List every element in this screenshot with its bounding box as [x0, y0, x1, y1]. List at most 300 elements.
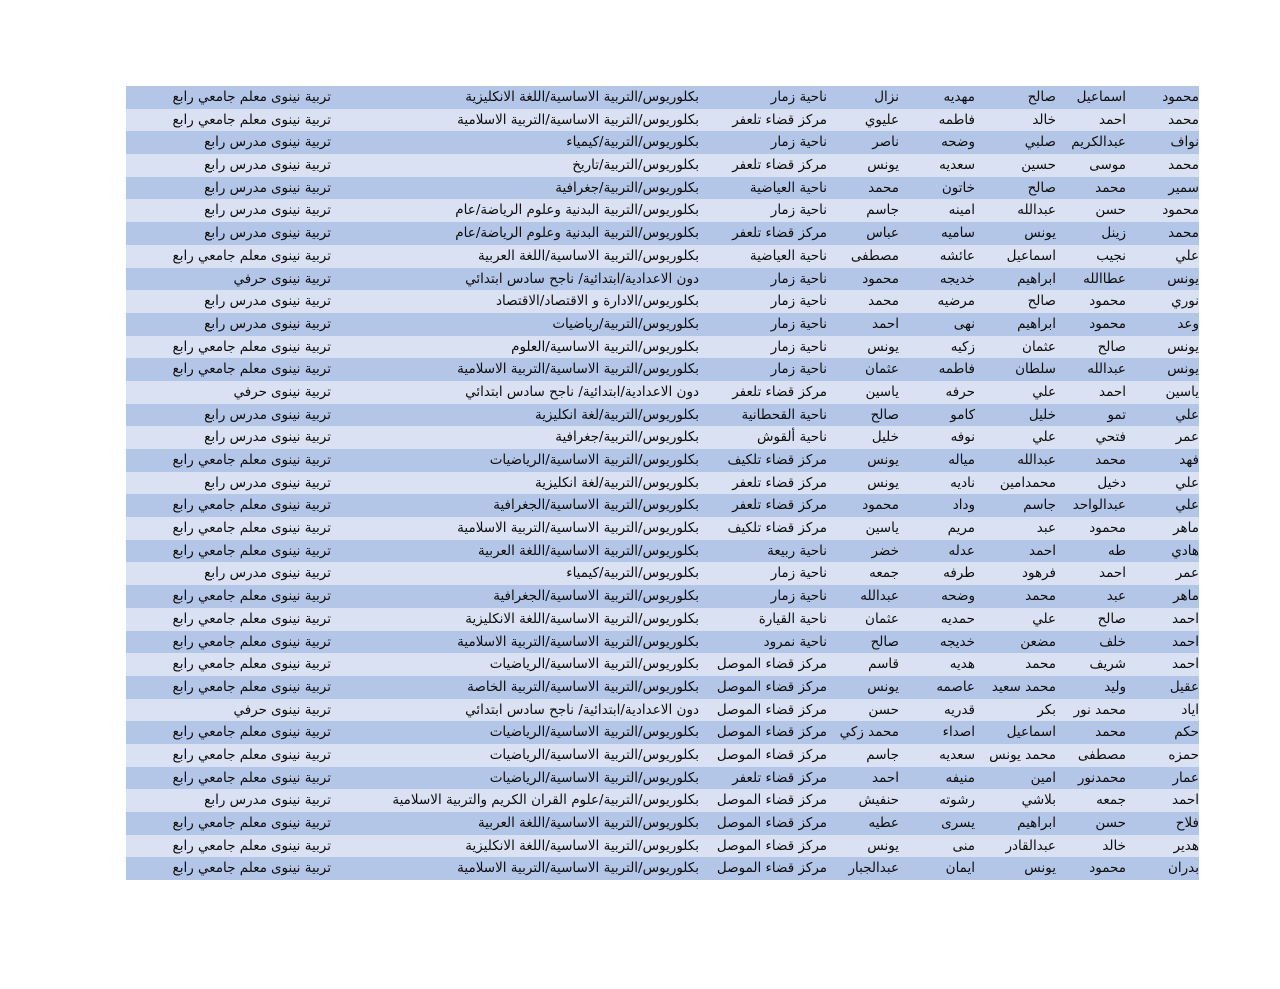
cell-grandfather-name: مضعن	[1020, 633, 1056, 650]
cell-mother-name: هديه	[949, 656, 975, 673]
cell-district: ناحية زمار	[770, 293, 827, 310]
table-row	[126, 336, 1199, 359]
table-row	[126, 562, 1199, 585]
cell-first-name: يونس	[1167, 270, 1199, 287]
cell-grandfather-name: بكر	[1037, 701, 1056, 718]
cell-qualification: بكلوريوس/التربية الاساسية/الجغرافية	[493, 497, 699, 514]
cell-grandfather-name: علي	[1032, 383, 1056, 400]
cell-qualification: بكلوريوس/التربية الاساسية/الرياضيات	[489, 724, 699, 741]
cell-directorate: تربية نينوى	[270, 157, 331, 174]
cell-mother-name: وداد	[952, 497, 975, 514]
cell-directorate: تربية نينوى	[270, 361, 331, 378]
cell-mother-name: ايمان	[945, 860, 975, 877]
cell-directorate: تربية نينوى	[270, 678, 331, 695]
cell-father-name: احمد	[1099, 383, 1126, 400]
cell-directorate: تربية نينوى	[270, 452, 331, 468]
cell-mother-father-name: يونس	[867, 837, 899, 854]
cell-grandfather-name: علي	[1032, 610, 1056, 627]
cell-job-title: معلم جامعي رابع	[172, 111, 267, 128]
cell-first-name: فهد	[1179, 452, 1199, 468]
table-row	[126, 177, 1199, 200]
cell-district: مركز قضاء تلكيف	[727, 520, 827, 537]
cell-qualification: دون الاعدادية/ابتدائية/ ناجح سادس ابتدائي	[465, 383, 699, 400]
cell-first-name: احمد	[1172, 656, 1199, 673]
cell-district: ناحية القيارة	[758, 610, 827, 627]
cell-mother-name: منى	[952, 837, 975, 854]
table-row	[126, 676, 1199, 699]
cell-directorate: تربية نينوى	[270, 860, 331, 877]
cell-qualification: بكلوريوس/التربية الاساسية/اللغة العربية	[478, 542, 699, 559]
cell-qualification: بكلوريوس/التربية/لغة انكليزية	[534, 406, 699, 423]
cell-district: مركز قضاء الموصل	[716, 701, 827, 718]
cell-qualification: بكلوريوس/التربية/رياضيات	[552, 315, 699, 332]
cell-directorate: تربية نينوى	[270, 542, 331, 559]
cell-job-title: مدرس رابع	[204, 406, 267, 423]
cell-qualification: بكلوريوس/التربية الاساسية/اللغة الانكليزية	[465, 89, 699, 105]
table-row	[126, 268, 1199, 291]
cell-first-name: سمير	[1168, 179, 1199, 196]
cell-father-name: وليد	[1104, 678, 1126, 695]
cell-mother-father-name: محمد	[868, 179, 899, 196]
cell-grandfather-name: محمد	[1025, 656, 1056, 673]
cell-grandfather-name: سلطان	[1015, 361, 1056, 378]
cell-mother-father-name: صالح	[870, 633, 899, 650]
table-row	[126, 585, 1199, 608]
cell-job-title: مدرس رابع	[204, 179, 267, 196]
cell-first-name: حمزه	[1168, 746, 1199, 763]
cell-mother-name: نوفه	[950, 429, 975, 446]
cell-directorate: تربية نينوى	[270, 134, 331, 151]
cell-first-name: يونس	[1167, 361, 1199, 378]
cell-qualification: بكلوريوس/التربية الاساسية/التربية الاسلامية	[457, 111, 699, 128]
cell-father-name: محمود	[1089, 293, 1126, 310]
cell-qualification: بكلوريوس/التربية البدنية وعلوم الرياضة/عام	[455, 202, 699, 219]
cell-mother-name: سعديه	[939, 157, 975, 174]
cell-first-name: محمد	[1168, 225, 1199, 242]
cell-qualification: بكلوريوس/التربية الاساسية/الرياضيات	[489, 769, 699, 786]
cell-directorate: تربية نينوى	[270, 837, 331, 854]
cell-first-name: محمود	[1162, 89, 1199, 105]
table-row	[126, 245, 1199, 268]
cell-mother-name: فاطمه	[938, 361, 975, 378]
cell-mother-father-name: محمد زكي	[839, 724, 899, 741]
table-row	[126, 313, 1199, 336]
cell-grandfather-name: يونس	[1024, 860, 1056, 877]
table-row	[126, 744, 1199, 767]
cell-job-title: معلم جامعي رابع	[172, 837, 267, 854]
cell-qualification: بكلوريوس/التربية/جغرافية	[555, 429, 699, 446]
cell-mother-father-name: يونس	[867, 157, 899, 174]
cell-mother-father-name: نزال	[874, 89, 899, 105]
cell-father-name: عبدالواحد	[1072, 497, 1126, 514]
cell-qualification: بكلوريوس/التربية/تاريخ	[572, 157, 699, 174]
cell-job-title: معلم جامعي رابع	[172, 724, 267, 741]
cell-district: مركز قضاء الموصل	[716, 678, 827, 695]
cell-qualification: بكلوريوس/التربية الاساسية/اللغة الانكليزية	[465, 610, 699, 627]
cell-father-name: خلف	[1099, 633, 1126, 650]
cell-father-name: نجيب	[1096, 247, 1126, 264]
cell-father-name: محمود	[1089, 520, 1126, 537]
cell-district: مركز قضاء الموصل	[716, 746, 827, 763]
cell-qualification: بكلوريوس/التربية الاساسية/التربية الخاصة	[467, 678, 699, 695]
cell-mother-name: فاطمه	[938, 111, 975, 128]
cell-father-name: محمد	[1095, 724, 1126, 741]
cell-father-name: محمد	[1095, 179, 1126, 196]
cell-job-title: معلم جامعي رابع	[172, 361, 267, 378]
cell-directorate: تربية نينوى	[270, 89, 331, 105]
cell-job-title: مدرس رابع	[204, 134, 267, 151]
cell-directorate: تربية نينوى	[270, 769, 331, 786]
cell-mother-father-name: عثمان	[865, 361, 899, 378]
cell-directorate: تربية نينوى	[270, 315, 331, 332]
cell-qualification: بكلوريوس/التربية/علوم القران الكريم والتربية الاسلامية	[392, 792, 699, 809]
table-row	[126, 472, 1199, 495]
cell-qualification: بكلوريوس/التربية/كيمياء	[566, 565, 699, 582]
table-row	[126, 154, 1199, 177]
cell-directorate: تربية نينوى	[270, 406, 331, 423]
cell-mother-father-name: عبدالجبار	[848, 860, 899, 877]
cell-grandfather-name: صلبي	[1024, 134, 1056, 151]
cell-qualification: بكلوريوس/التربية الاساسية/التربية الاسلامية	[457, 860, 699, 877]
cell-mother-name: طرفه	[943, 565, 975, 582]
cell-qualification: بكلوريوس/التربية الاساسية/اللغة العربية	[478, 247, 699, 264]
cell-job-title: مدرس رابع	[204, 565, 267, 582]
cell-qualification: بكلوريوس/التربية/جغرافية	[555, 179, 699, 196]
cell-first-name: نوري	[1171, 293, 1199, 310]
cell-district: مركز قضاء الموصل	[716, 815, 827, 831]
cell-job-title: معلم جامعي رابع	[172, 769, 267, 786]
cell-mother-name: حمديه	[940, 610, 975, 627]
cell-father-name: خالد	[1102, 837, 1126, 854]
cell-mother-name: سعديه	[939, 746, 975, 763]
cell-district: مركز قضاء تلعفر	[732, 157, 827, 174]
cell-directorate: تربية نينوى	[270, 429, 331, 446]
cell-directorate: تربية نينوى	[270, 270, 331, 287]
table-row	[126, 699, 1199, 722]
cell-mother-name: خديجه	[939, 633, 975, 650]
cell-directorate: تربية نينوى	[270, 656, 331, 673]
cell-directorate: تربية نينوى	[270, 225, 331, 242]
cell-qualification: بكلوريوس/التربية البدنية وعلوم الرياضة/عام	[455, 225, 699, 242]
cell-mother-father-name: احمد	[872, 769, 899, 786]
cell-district: ناحية العياضية	[749, 247, 827, 264]
cell-grandfather-name: جاسم	[1023, 497, 1056, 514]
cell-first-name: علي	[1175, 497, 1199, 514]
cell-job-title: مدرس رابع	[204, 474, 267, 491]
cell-grandfather-name: عبدالله	[1017, 202, 1056, 219]
cell-district: ناحية ألقوش	[757, 429, 827, 446]
cell-grandfather-name: خليل	[1028, 406, 1056, 423]
cell-district: مركز قضاء الموصل	[716, 860, 827, 877]
cell-first-name: احمد	[1172, 792, 1199, 809]
cell-grandfather-name: صالح	[1027, 179, 1056, 196]
cell-father-name: شريف	[1089, 656, 1126, 673]
cell-first-name: علي	[1175, 247, 1199, 264]
cell-district: مركز قضاء الموصل	[716, 837, 827, 854]
cell-qualification: بكلوريوس/التربية الاساسية/الجغرافية	[493, 588, 699, 605]
table-row	[126, 222, 1199, 245]
cell-first-name: احمد	[1172, 633, 1199, 650]
cell-father-name: جمعه	[1096, 792, 1126, 809]
cell-father-name: اسماعيل	[1076, 89, 1126, 105]
cell-mother-name: قدريه	[943, 701, 975, 718]
cell-father-name: محمد	[1095, 452, 1126, 468]
cell-mother-name: نهى	[953, 315, 975, 332]
cell-qualification: دون الاعدادية/ابتدائية/ ناجح سادس ابتدائي	[465, 270, 699, 287]
cell-father-name: زينل	[1101, 225, 1126, 242]
cell-job-title: مدرس رابع	[204, 157, 267, 174]
cell-district: مركز قضاء الموصل	[716, 724, 827, 741]
cell-district: مركز قضاء الموصل	[716, 792, 827, 809]
cell-qualification: بكلوريوس/التربية/كيمياء	[566, 134, 699, 151]
cell-first-name: فلاح	[1175, 815, 1199, 831]
cell-directorate: تربية نينوى	[270, 179, 331, 196]
cell-first-name: هدير	[1173, 837, 1199, 854]
cell-first-name: بدران	[1167, 860, 1199, 877]
cell-job-title: مدرس رابع	[204, 202, 267, 219]
cell-district: ناحية نمرود	[763, 633, 827, 650]
cell-job-title: مدرس رابع	[204, 429, 267, 446]
cell-mother-name: ساميه	[941, 225, 975, 242]
cell-directorate: تربية نينوى	[270, 701, 331, 718]
cell-mother-father-name: خضر	[871, 542, 899, 559]
cell-grandfather-name: عبدالقادر	[1005, 837, 1056, 854]
cell-job-title: مدرس رابع	[204, 792, 267, 809]
cell-qualification: بكلوريوس/التربية الاساسية/الرياضيات	[489, 746, 699, 763]
cell-district: مركز قضاء تلعفر	[732, 111, 827, 128]
cell-directorate: تربية نينوى	[270, 497, 331, 514]
cell-directorate: تربية نينوى	[270, 588, 331, 605]
cell-district: ناحية العياضية	[749, 179, 827, 196]
cell-grandfather-name: محمد سعيد	[991, 678, 1056, 695]
cell-job-title: حرفي	[233, 270, 267, 287]
cell-first-name: علي	[1175, 474, 1199, 491]
cell-father-name: مصطفى	[1077, 746, 1126, 763]
cell-mother-name: زكيه	[950, 338, 975, 355]
cell-district: ناحية زمار	[770, 565, 827, 582]
cell-first-name: عقيل	[1169, 678, 1199, 695]
table-row	[126, 721, 1199, 744]
cell-grandfather-name: امين	[1030, 769, 1056, 786]
cell-directorate: تربية نينوى	[270, 338, 331, 355]
cell-directorate: تربية نينوى	[270, 247, 331, 264]
cell-father-name: احمد	[1099, 111, 1126, 128]
cell-mother-name: كامو	[950, 406, 975, 423]
cell-first-name: ماهر	[1173, 588, 1199, 605]
cell-directorate: تربية نينوى	[270, 293, 331, 310]
table-row	[126, 290, 1199, 313]
cell-job-title: معلم جامعي رابع	[172, 610, 267, 627]
table-row	[126, 494, 1199, 517]
cell-mother-name: ناديه	[950, 474, 975, 491]
table-row	[126, 86, 1199, 109]
cell-mother-father-name: يونس	[867, 452, 899, 468]
cell-qualification: بكلوريوس/التربية الاساسية/التربية الاسلامية	[457, 361, 699, 378]
table-row	[126, 540, 1199, 563]
cell-mother-father-name: يونس	[867, 678, 899, 695]
cell-directorate: تربية نينوى	[270, 202, 331, 219]
cell-directorate: تربية نينوى	[270, 610, 331, 627]
cell-job-title: معلم جامعي رابع	[172, 338, 267, 355]
cell-directorate: تربية نينوى	[270, 383, 331, 400]
cell-mother-father-name: صالح	[870, 406, 899, 423]
cell-job-title: حرفي	[233, 701, 267, 718]
table-row	[126, 653, 1199, 676]
personnel-table	[126, 86, 1199, 880]
table-row	[126, 608, 1199, 631]
cell-mother-father-name: قاسم	[868, 656, 899, 673]
cell-mother-father-name: حسن	[868, 701, 899, 718]
cell-job-title: مدرس رابع	[204, 293, 267, 310]
cell-first-name: عمار	[1172, 769, 1199, 786]
cell-father-name: عبد	[1106, 588, 1126, 605]
cell-district: مركز قضاء تلكيف	[727, 452, 827, 468]
cell-mother-father-name: يونس	[867, 474, 899, 491]
cell-first-name: ماهر	[1173, 520, 1199, 537]
cell-job-title: معلم جامعي رابع	[172, 247, 267, 264]
cell-district: ناحية زمار	[770, 270, 827, 287]
cell-mother-father-name: عباس	[866, 225, 899, 242]
cell-father-name: محمد نور	[1073, 701, 1126, 718]
cell-grandfather-name: احمد	[1029, 542, 1056, 559]
cell-mother-father-name: محمد	[868, 293, 899, 310]
cell-qualification: بكلوريوس/التربية الاساسية/اللغة الانكليزية	[465, 837, 699, 854]
table-row	[126, 404, 1199, 427]
cell-directorate: تربية نينوى	[270, 565, 331, 582]
cell-mother-name: عائشه	[939, 247, 975, 264]
cell-district: ناحية زمار	[770, 361, 827, 378]
cell-first-name: اياد	[1181, 701, 1199, 718]
cell-first-name: علي	[1175, 406, 1199, 423]
table-row	[126, 857, 1199, 880]
cell-grandfather-name: ابراهيم	[1017, 270, 1056, 287]
cell-job-title: معلم جامعي رابع	[172, 542, 267, 559]
cell-father-name: فتحي	[1095, 429, 1126, 446]
cell-job-title: مدرس رابع	[204, 315, 267, 332]
cell-first-name: عمر	[1175, 429, 1199, 446]
cell-grandfather-name: يونس	[1024, 225, 1056, 242]
cell-district: ناحية زمار	[770, 588, 827, 605]
cell-mother-name: وضحه	[941, 588, 975, 605]
cell-mother-father-name: جاسم	[866, 746, 899, 763]
cell-grandfather-name: ابراهيم	[1017, 815, 1056, 831]
cell-first-name: محمد	[1168, 111, 1199, 128]
cell-first-name: ياسين	[1165, 383, 1199, 400]
cell-mother-father-name: احمد	[872, 315, 899, 332]
cell-mother-father-name: حنفيش	[858, 792, 899, 809]
cell-district: ناحية زمار	[770, 134, 827, 151]
cell-first-name: عمر	[1175, 565, 1199, 582]
cell-qualification: بكلوريوس/التربية/لغة انكليزية	[534, 474, 699, 491]
cell-directorate: تربية نينوى	[270, 474, 331, 491]
cell-grandfather-name: محمد	[1025, 588, 1056, 605]
cell-father-name: محمدنور	[1077, 769, 1126, 786]
cell-grandfather-name: ابراهيم	[1017, 315, 1056, 332]
cell-first-name: هادي	[1171, 542, 1199, 559]
table-row	[126, 789, 1199, 812]
cell-first-name: وعد	[1177, 315, 1199, 332]
cell-district: مركز قضاء تلعفر	[732, 225, 827, 242]
cell-grandfather-name: عثمان	[1022, 338, 1056, 355]
table-row	[126, 358, 1199, 381]
cell-mother-name: خاتون	[941, 179, 975, 196]
table-row	[126, 835, 1199, 858]
cell-qualification: بكلوريوس/التربية الاساسية/اللغة العربية	[478, 815, 699, 831]
cell-job-title: معلم جامعي رابع	[172, 678, 267, 695]
cell-mother-father-name: ياسين	[865, 520, 899, 537]
cell-mother-name: رشوته	[939, 792, 975, 809]
cell-qualification: بكلوريوس/الادارة و الاقتصاد/الاقتصاد	[495, 293, 699, 310]
cell-job-title: معلم جامعي رابع	[172, 452, 267, 468]
cell-job-title: معلم جامعي رابع	[172, 656, 267, 673]
cell-district: ناحية ربيعة	[767, 542, 827, 559]
table-row	[126, 109, 1199, 132]
cell-district: مركز قضاء تلعفر	[732, 769, 827, 786]
cell-father-name: حسن	[1095, 202, 1126, 219]
cell-job-title: معلم جامعي رابع	[172, 588, 267, 605]
cell-father-name: عبدالله	[1087, 361, 1126, 378]
cell-district: مركز قضاء تلعفر	[732, 383, 827, 400]
cell-district: ناحية زمار	[770, 338, 827, 355]
cell-grandfather-name: حسين	[1021, 157, 1056, 174]
cell-mother-father-name: ناصر	[872, 134, 899, 151]
cell-grandfather-name: علي	[1032, 429, 1056, 446]
cell-mother-father-name: عبدالله	[860, 588, 899, 605]
cell-father-name: عبدالكريم	[1071, 134, 1126, 151]
cell-district: مركز قضاء تلعفر	[732, 497, 827, 514]
cell-grandfather-name: محمد يونس	[989, 746, 1056, 763]
cell-grandfather-name: بلاشي	[1021, 792, 1056, 809]
cell-mother-name: وضحه	[941, 134, 975, 151]
cell-directorate: تربية نينوى	[270, 746, 331, 763]
cell-father-name: صالح	[1097, 338, 1126, 355]
cell-mother-name: مهديه	[943, 89, 975, 105]
cell-grandfather-name: عبد	[1036, 520, 1056, 537]
table-row	[126, 381, 1199, 404]
cell-grandfather-name: محمدامين	[999, 474, 1056, 491]
cell-qualification: بكلوريوس/التربية الاساسية/التربية الاسلامية	[457, 520, 699, 537]
cell-district: مركز قضاء تلعفر	[732, 474, 827, 491]
cell-father-name: محمود	[1089, 860, 1126, 877]
cell-first-name: محمود	[1162, 202, 1199, 219]
cell-qualification: بكلوريوس/التربية الاساسية/الرياضيات	[489, 452, 699, 468]
cell-mother-name: عدله	[948, 542, 975, 559]
cell-mother-father-name: جمعه	[869, 565, 899, 582]
cell-mother-father-name: محمود	[862, 497, 899, 514]
cell-mother-father-name: عليوي	[864, 111, 899, 128]
cell-qualification: دون الاعدادية/ابتدائية/ ناجح سادس ابتدائي	[465, 701, 699, 718]
cell-district: ناحية زمار	[770, 202, 827, 219]
table-row	[126, 426, 1199, 449]
cell-mother-name: منيفه	[945, 769, 975, 786]
cell-first-name: محمد	[1168, 157, 1199, 174]
cell-mother-father-name: عثمان	[865, 610, 899, 627]
cell-father-name: طه	[1108, 542, 1126, 559]
cell-father-name: موسى	[1089, 157, 1126, 174]
cell-directorate: تربية نينوى	[270, 111, 331, 128]
cell-job-title: مدرس رابع	[204, 225, 267, 242]
cell-father-name: احمد	[1099, 565, 1126, 582]
cell-father-name: عطاالله	[1083, 270, 1126, 287]
cell-job-title: معلم جامعي رابع	[172, 497, 267, 514]
cell-father-name: دخيل	[1097, 474, 1126, 491]
cell-mother-father-name: مصطفى	[850, 247, 899, 264]
cell-mother-name: عاصمه	[936, 678, 975, 695]
table-row	[126, 631, 1199, 654]
cell-mother-name: مريم	[947, 520, 975, 537]
cell-district: مركز قضاء الموصل	[716, 656, 827, 673]
table-row	[126, 199, 1199, 222]
